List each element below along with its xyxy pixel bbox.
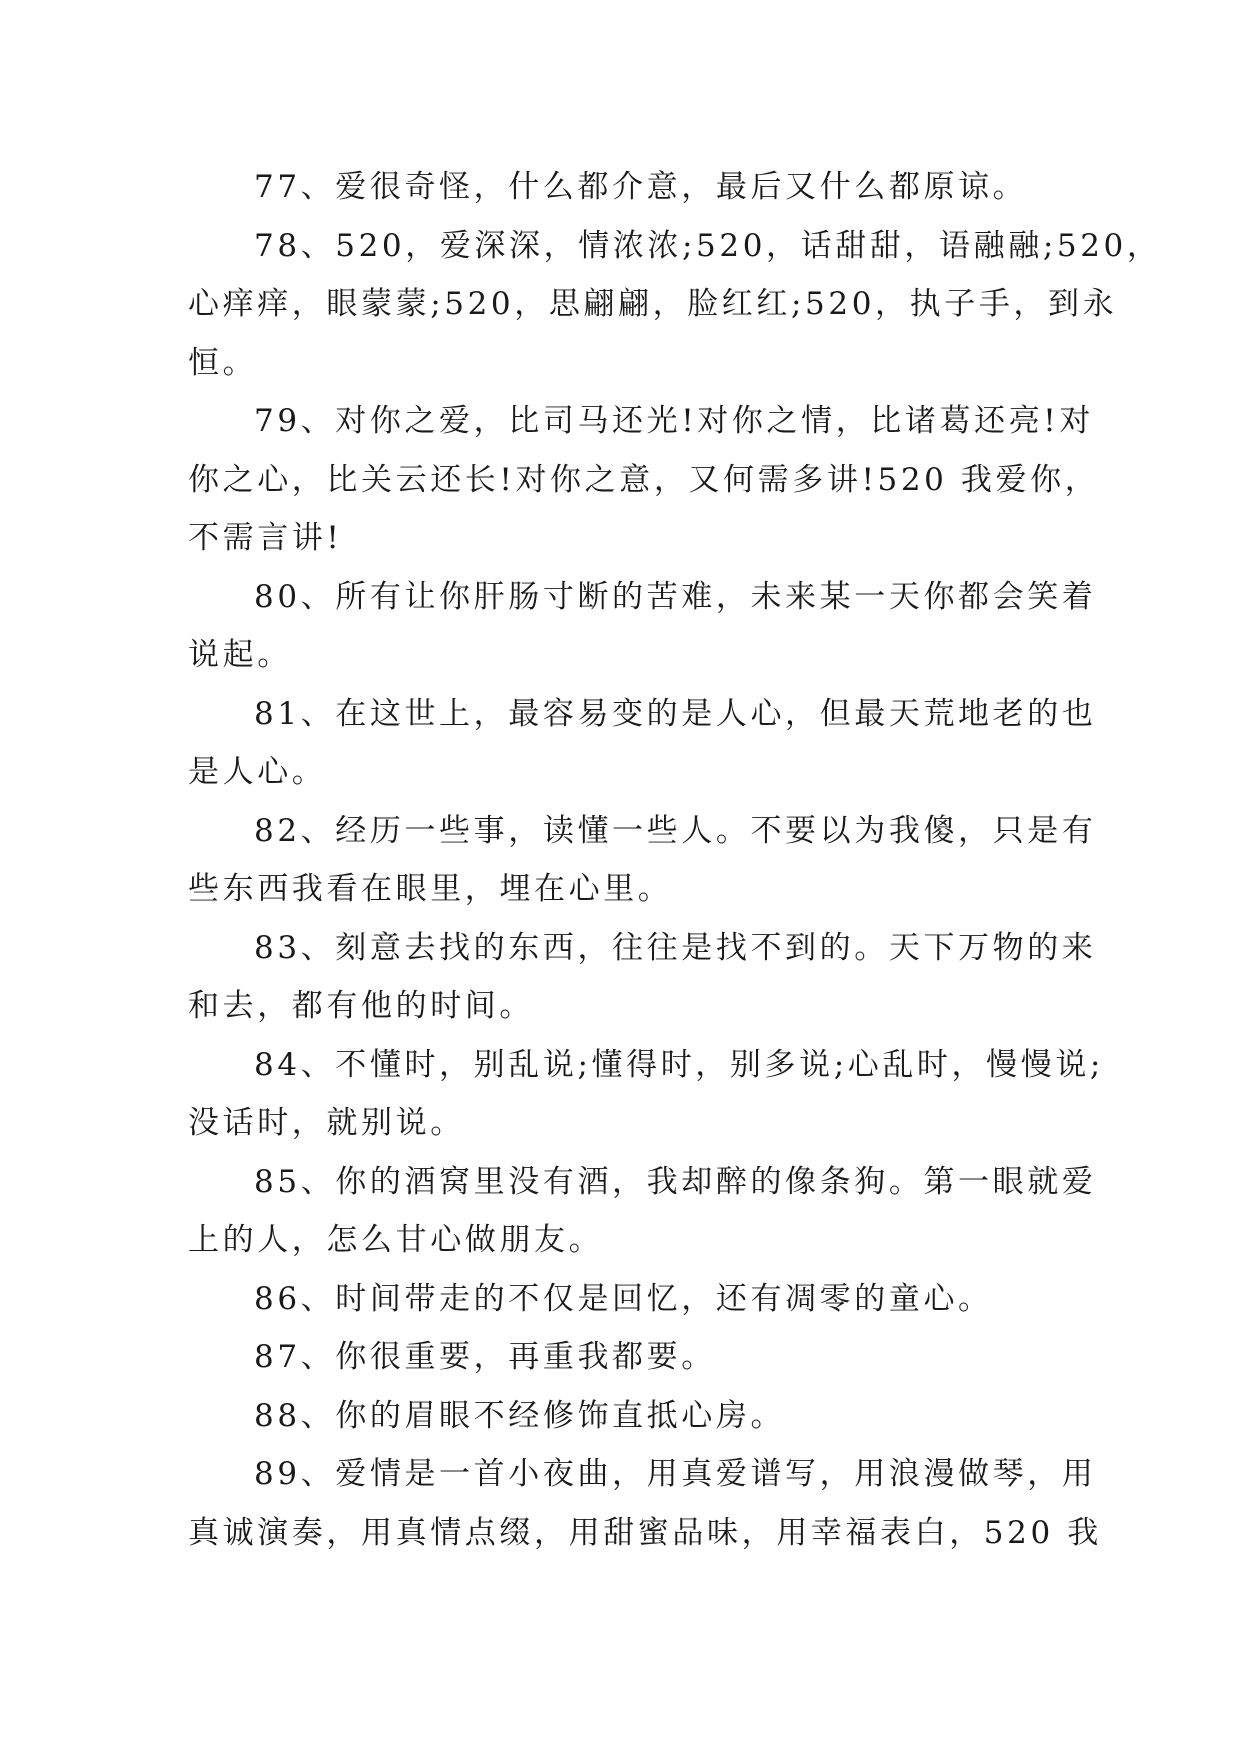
paragraph-line: 81、在这世上，最容易变的是人心，但最天荒地老的也	[254, 695, 1097, 732]
paragraph-89	[188, 1445, 1102, 1562]
paragraph-line: 78、520，爱深深，情浓浓;520，话甜甜，语融融;520，	[254, 227, 1162, 264]
paragraph-83	[188, 919, 1097, 1036]
paragraph-line: 真诚演奏，用真情点缀，用甜蜜品味，用幸福表白，520 我	[188, 1514, 1102, 1551]
paragraph-77	[188, 158, 1060, 217]
paragraph-line: 89、爱情是一首小夜曲，用真爱谱写，用浪漫做琴，用	[254, 1456, 1097, 1492]
paragraph-88	[188, 1387, 1060, 1446]
document-body	[188, 158, 1162, 1562]
paragraph-line: 88、你的眉眼不经修饰直抵心房。	[254, 1397, 786, 1434]
paragraph-line: 心痒痒，眼蒙蒙;520，思翩翩，脸红红;520，执子手，到永	[188, 286, 1118, 322]
paragraph-80	[188, 568, 1097, 685]
paragraph-line: 是人心。	[188, 754, 327, 790]
paragraph-line: 79、对你之爱，比司马还光!对你之情，比诸葛还亮!对	[254, 403, 1094, 439]
paragraph-line: 77、爱很奇怪，什么都介意，最后又什么都原谅。	[254, 169, 1028, 205]
paragraph-line: 说起。	[188, 637, 292, 673]
paragraph-line: 不需言讲!	[188, 520, 343, 556]
paragraph-line: 上的人，怎么甘心做朋友。	[188, 1222, 604, 1258]
paragraph-line: 恒。	[188, 344, 258, 381]
paragraph-line: 84、不懂时，别乱说;懂得时，别多说;心乱时，慢慢说;	[254, 1046, 1104, 1083]
paragraph-79	[188, 392, 1100, 568]
paragraph-82	[188, 802, 1097, 919]
paragraph-line: 87、你很重要，再重我都要。	[254, 1339, 716, 1375]
paragraph-78	[188, 217, 1162, 393]
paragraph-line: 85、你的酒窝里没有酒，我却醉的像条狗。第一眼就爱	[254, 1163, 1097, 1200]
paragraph-85	[188, 1153, 1097, 1270]
paragraph-84	[188, 1036, 1104, 1153]
paragraph-line: 82、经历一些事，读懂一些人。不要以为我傻，只是有	[254, 812, 1097, 849]
paragraph-line: 83、刻意去找的东西，往往是找不到的。天下万物的来	[254, 929, 1097, 966]
paragraph-line: 你之心，比关云还长!对你之意，又何需多讲!520 我爱你，	[188, 461, 1100, 498]
paragraph-81	[188, 685, 1097, 802]
paragraph-line: 和去，都有他的时间。	[188, 988, 534, 1024]
paragraph-87	[188, 1328, 1060, 1387]
paragraph-line: 86、时间带走的不仅是回忆，还有凋零的童心。	[254, 1280, 993, 1317]
paragraph-86	[188, 1270, 1060, 1329]
paragraph-line: 80、所有让你肝肠寸断的苦难，未来某一天你都会笑着	[254, 578, 1097, 615]
paragraph-line: 些东西我看在眼里，埋在心里。	[188, 871, 673, 907]
paragraph-line: 没话时，就别说。	[188, 1105, 465, 1141]
